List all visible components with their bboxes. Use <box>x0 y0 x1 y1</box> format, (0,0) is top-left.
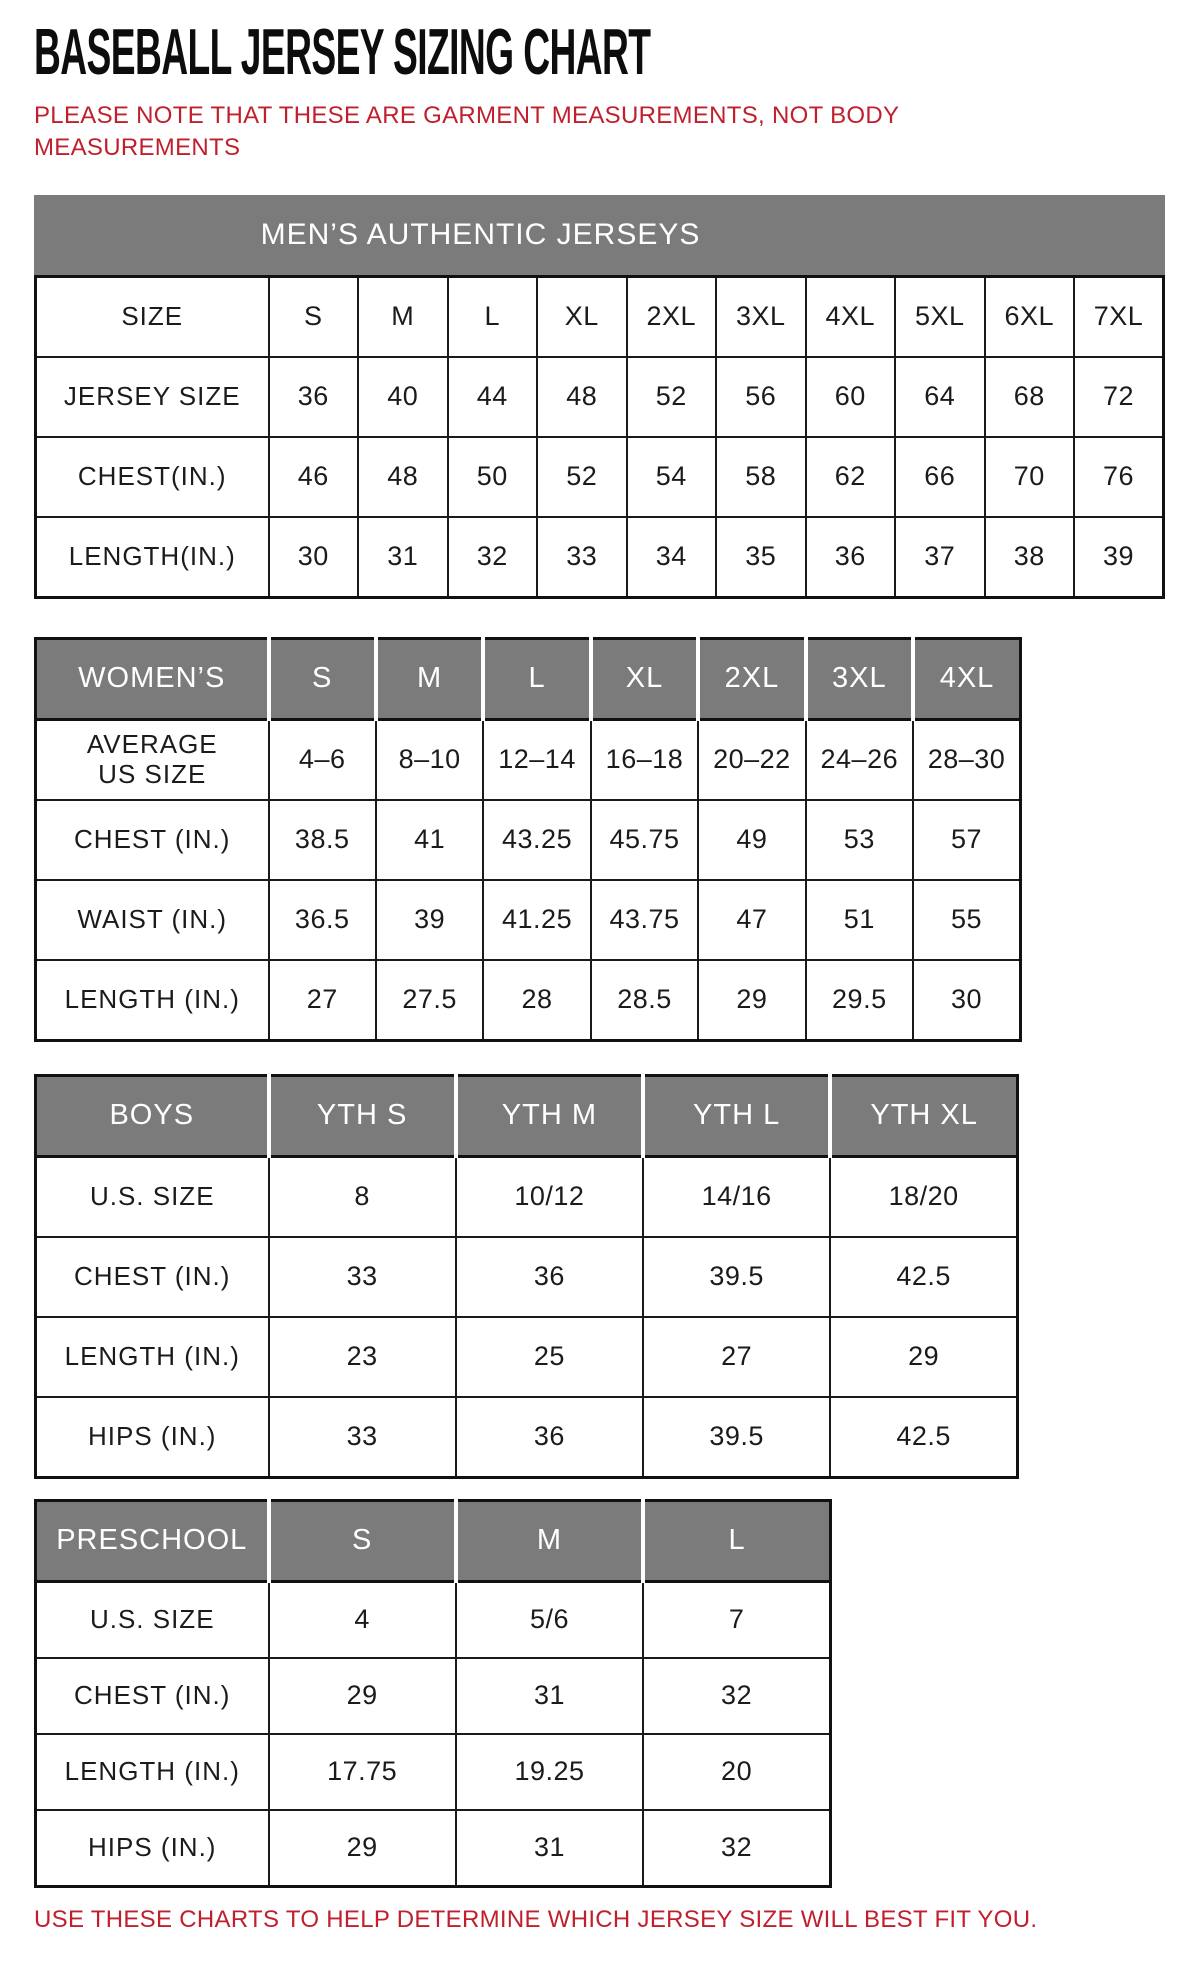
womens-header-row <box>36 638 1021 719</box>
womens-value-cell: 41.25 <box>483 880 590 960</box>
mens-row-label: LENGTH(IN.) <box>36 517 269 598</box>
mens-value-cell: 46 <box>269 437 359 517</box>
boys-sizing-table <box>34 1074 1019 1479</box>
womens-value-cell: 30 <box>913 960 1020 1041</box>
preschool-column-header: S <box>269 1500 456 1581</box>
mens-value-cell: 60 <box>806 357 896 437</box>
mens-value-cell: 38 <box>985 517 1075 598</box>
preschool-column-header: M <box>456 1500 643 1581</box>
womens-value-cell: 28 <box>483 960 590 1041</box>
womens-row <box>36 960 1021 1041</box>
boys-column-header: YTH L <box>643 1075 830 1156</box>
boys-value-cell: 39.5 <box>643 1237 830 1317</box>
womens-value-cell: 4–6 <box>269 719 376 800</box>
mens-value-cell: 31 <box>358 517 448 598</box>
preschool-value-cell: 29 <box>269 1810 456 1887</box>
womens-value-cell: 28–30 <box>913 719 1020 800</box>
mens-value-cell: 54 <box>627 437 717 517</box>
preschool-sizing-table <box>34 1499 832 1888</box>
boys-row-label: CHEST (IN.) <box>36 1237 269 1317</box>
mens-sizing-section <box>34 195 1166 599</box>
preschool-value-cell: 31 <box>456 1810 643 1887</box>
preschool-row-label: CHEST (IN.) <box>36 1658 269 1734</box>
boys-value-cell: 42.5 <box>830 1237 1017 1317</box>
mens-table-title-band <box>34 195 1165 275</box>
boys-sizing-section <box>34 1074 1166 1479</box>
mens-value-cell: 76 <box>1074 437 1164 517</box>
mens-value-cell: 39 <box>1074 517 1164 598</box>
mens-value-cell: M <box>358 276 448 357</box>
womens-value-cell: 29 <box>698 960 805 1041</box>
boys-value-cell: 42.5 <box>830 1397 1017 1478</box>
boys-value-cell: 25 <box>456 1317 643 1397</box>
preschool-row-label: LENGTH (IN.) <box>36 1734 269 1810</box>
womens-value-cell: 45.75 <box>591 800 698 880</box>
note-line-1: PLEASE NOTE THAT THESE ARE GARMENT MEASUREMENTS, NOT BODY <box>34 102 900 129</box>
footer-note: USE THESE CHARTS TO HELP DETERMINE WHICH JERSEY SIZE WILL BEST FIT YOU. <box>34 1905 1038 1933</box>
mens-value-cell: 52 <box>537 437 627 517</box>
womens-value-cell: 27 <box>269 960 376 1041</box>
womens-column-header: 3XL <box>806 638 913 719</box>
mens-value-cell: 37 <box>895 517 985 598</box>
preschool-row <box>36 1810 831 1887</box>
boys-value-cell: 33 <box>269 1397 456 1478</box>
boys-row <box>36 1317 1018 1397</box>
womens-value-cell: 49 <box>698 800 805 880</box>
womens-value-cell: 41 <box>376 800 483 880</box>
boys-row-label: U.S. SIZE <box>36 1156 269 1237</box>
boys-value-cell: 27 <box>643 1317 830 1397</box>
womens-value-cell: 51 <box>806 880 913 960</box>
preschool-value-cell: 32 <box>643 1658 830 1734</box>
boys-value-cell: 8 <box>269 1156 456 1237</box>
boys-row <box>36 1156 1018 1237</box>
preschool-value-cell: 4 <box>269 1581 456 1658</box>
page-container <box>0 16 1200 1934</box>
womens-value-cell: 27.5 <box>376 960 483 1041</box>
page-title: BASEBALL JERSEY SIZING CHART <box>34 16 651 89</box>
womens-row <box>36 880 1021 960</box>
preschool-column-header: L <box>643 1500 830 1581</box>
boys-header-row <box>36 1075 1018 1156</box>
boys-header-label: BOYS <box>36 1075 269 1156</box>
preschool-value-cell: 20 <box>643 1734 830 1810</box>
mens-value-cell: 36 <box>269 357 359 437</box>
womens-value-cell: 36.5 <box>269 880 376 960</box>
womens-value-cell: 43.75 <box>591 880 698 960</box>
boys-value-cell: 36 <box>456 1397 643 1478</box>
womens-value-cell: 29.5 <box>806 960 913 1041</box>
mens-value-cell: 68 <box>985 357 1075 437</box>
womens-row <box>36 800 1021 880</box>
preschool-value-cell: 7 <box>643 1581 830 1658</box>
boys-row <box>36 1397 1018 1478</box>
womens-row-label: CHEST (IN.) <box>36 800 269 880</box>
preschool-value-cell: 5/6 <box>456 1581 643 1658</box>
boys-value-cell: 18/20 <box>830 1156 1017 1237</box>
note-line-2: MEASUREMENTS <box>34 134 241 162</box>
mens-value-cell: 72 <box>1074 357 1164 437</box>
preschool-row <box>36 1734 831 1810</box>
womens-value-cell: 47 <box>698 880 805 960</box>
mens-value-cell: 70 <box>985 437 1075 517</box>
boys-column-header: YTH XL <box>830 1075 1017 1156</box>
womens-header-label: WOMEN’S <box>36 638 269 719</box>
womens-value-cell: 20–22 <box>698 719 805 800</box>
mens-value-cell: 64 <box>895 357 985 437</box>
womens-row-label: AVERAGE US SIZE <box>36 719 269 800</box>
mens-row-label: JERSEY SIZE <box>36 357 269 437</box>
mens-value-cell: 3XL <box>716 276 806 357</box>
boys-value-cell: 33 <box>269 1237 456 1317</box>
womens-row <box>36 719 1021 800</box>
womens-column-header: S <box>269 638 376 719</box>
mens-value-cell: 35 <box>716 517 806 598</box>
womens-value-cell: 53 <box>806 800 913 880</box>
mens-value-cell: 52 <box>627 357 717 437</box>
womens-value-cell: 38.5 <box>269 800 376 880</box>
mens-value-cell: 62 <box>806 437 896 517</box>
mens-row <box>36 437 1164 517</box>
preschool-row-label: HIPS (IN.) <box>36 1810 269 1887</box>
boys-value-cell: 10/12 <box>456 1156 643 1237</box>
womens-value-cell: 43.25 <box>483 800 590 880</box>
mens-value-cell: 4XL <box>806 276 896 357</box>
preschool-header-label: PRESCHOOL <box>36 1500 269 1581</box>
preschool-value-cell: 32 <box>643 1810 830 1887</box>
mens-value-cell: 2XL <box>627 276 717 357</box>
mens-value-cell: 33 <box>537 517 627 598</box>
womens-column-header: 4XL <box>913 638 1020 719</box>
mens-value-cell: 40 <box>358 357 448 437</box>
mens-value-cell: 32 <box>448 517 538 598</box>
boys-row-label: HIPS (IN.) <box>36 1397 269 1478</box>
mens-value-cell: XL <box>537 276 627 357</box>
mens-table-title: MEN’S AUTHENTIC JERSEYS <box>260 217 701 251</box>
womens-value-cell: 55 <box>913 880 1020 960</box>
mens-value-cell: 36 <box>806 517 896 598</box>
boys-column-header: YTH S <box>269 1075 456 1156</box>
womens-value-cell: 39 <box>376 880 483 960</box>
boys-value-cell: 29 <box>830 1317 1017 1397</box>
womens-value-cell: 12–14 <box>483 719 590 800</box>
womens-sizing-section <box>34 637 1166 1042</box>
womens-value-cell: 57 <box>913 800 1020 880</box>
womens-column-header: 2XL <box>698 638 805 719</box>
womens-value-cell: 28.5 <box>591 960 698 1041</box>
womens-value-cell: 8–10 <box>376 719 483 800</box>
mens-value-cell: 34 <box>627 517 717 598</box>
boys-value-cell: 23 <box>269 1317 456 1397</box>
mens-value-cell: L <box>448 276 538 357</box>
mens-value-cell: 48 <box>358 437 448 517</box>
preschool-value-cell: 19.25 <box>456 1734 643 1810</box>
mens-value-cell: 66 <box>895 437 985 517</box>
womens-value-cell: 24–26 <box>806 719 913 800</box>
boys-column-header: YTH M <box>456 1075 643 1156</box>
boys-row <box>36 1237 1018 1317</box>
preschool-row <box>36 1658 831 1734</box>
preschool-sizing-section <box>34 1499 1166 1888</box>
womens-column-header: M <box>376 638 483 719</box>
mens-value-cell: 58 <box>716 437 806 517</box>
mens-value-cell: 7XL <box>1074 276 1164 357</box>
mens-sizing-table <box>34 275 1165 599</box>
boys-value-cell: 36 <box>456 1237 643 1317</box>
preschool-value-cell: 29 <box>269 1658 456 1734</box>
womens-column-header: L <box>483 638 590 719</box>
womens-row-label: WAIST (IN.) <box>36 880 269 960</box>
mens-value-cell: 56 <box>716 357 806 437</box>
preschool-header-row <box>36 1500 831 1581</box>
boys-value-cell: 14/16 <box>643 1156 830 1237</box>
mens-row-label: CHEST(IN.) <box>36 437 269 517</box>
mens-value-cell: S <box>269 276 359 357</box>
preschool-row-label: U.S. SIZE <box>36 1581 269 1658</box>
mens-row-label: SIZE <box>36 276 269 357</box>
mens-value-cell: 6XL <box>985 276 1075 357</box>
boys-row-label: LENGTH (IN.) <box>36 1317 269 1397</box>
mens-row <box>36 517 1164 598</box>
mens-value-cell: 30 <box>269 517 359 598</box>
mens-value-cell: 50 <box>448 437 538 517</box>
womens-value-cell: 16–18 <box>591 719 698 800</box>
mens-row <box>36 276 1164 357</box>
boys-value-cell: 39.5 <box>643 1397 830 1478</box>
mens-value-cell: 44 <box>448 357 538 437</box>
preschool-value-cell: 17.75 <box>269 1734 456 1810</box>
mens-value-cell: 48 <box>537 357 627 437</box>
preschool-row <box>36 1581 831 1658</box>
mens-value-cell: 5XL <box>895 276 985 357</box>
measurement-note <box>34 100 1166 165</box>
womens-row-label: LENGTH (IN.) <box>36 960 269 1041</box>
preschool-value-cell: 31 <box>456 1658 643 1734</box>
womens-sizing-table <box>34 637 1022 1042</box>
womens-column-header: XL <box>591 638 698 719</box>
mens-row <box>36 357 1164 437</box>
